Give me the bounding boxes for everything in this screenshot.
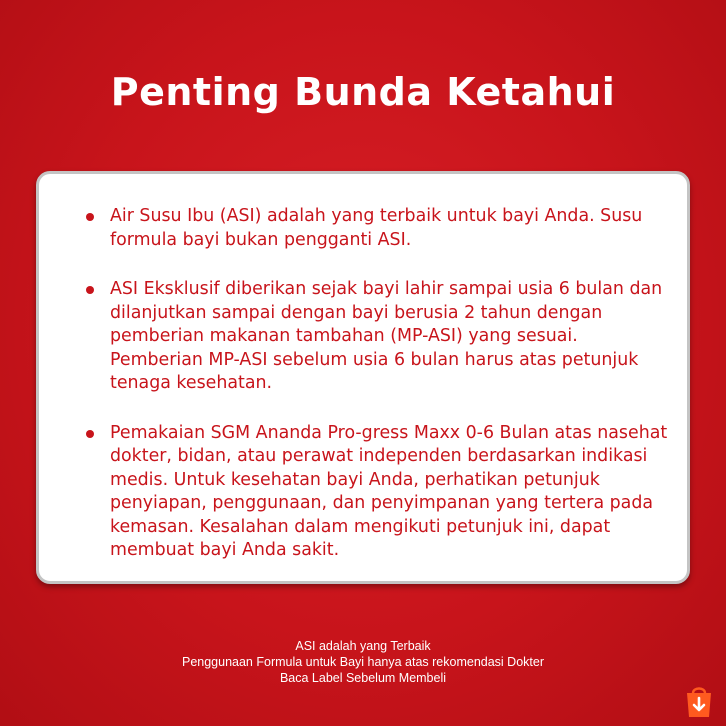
bullet-dot-icon bbox=[86, 213, 94, 221]
bullet-text: ASI Eksklusif diberikan sejak bayi lahir sampai usia 6 bulan dan dilanjutkan sampai dengan bayi berusia 2 tahun dengan pemberian makanan tambahan (MP-ASI) yang sesuai. Pemberian MP-ASI sebelum usia 6 bulan harus atas petunjuk tenaga kesehatan. bbox=[110, 279, 663, 393]
bullet-dot-icon bbox=[86, 430, 94, 438]
bullet-text: Air Susu Ibu (ASI) adalah yang terbaik untuk bayi Anda. Susu formula bayi bukan pengganti ASI. bbox=[110, 206, 643, 250]
bullet-item bbox=[110, 205, 670, 252]
page-title: Penting Bunda Ketahui bbox=[110, 70, 616, 114]
info-bullet-list bbox=[110, 205, 670, 589]
footer-line: Baca Label Sebelum Membeli bbox=[279, 671, 447, 685]
bullet-text: Pemakaian SGM Ananda Pro-gress Maxx 0-6 Bulan atas nasehat dokter, bidan, atau perawat independen berdasarkan indikasi medis. Untuk kesehatan bayi Anda, perhatikan petunjuk penyiapan, penggunaan, dan penyimpanan yang tertera pada kemasan. Kesalahan dalam mengikuti petunjuk ini, dapat membuat bayi Anda sakit. bbox=[110, 422, 668, 560]
footer-line: Penggunaan Formula untuk Bayi hanya atas rekomendasi Dokter bbox=[181, 655, 545, 669]
bullet-dot-icon bbox=[86, 286, 94, 294]
shopping-bag-download-icon[interactable] bbox=[684, 684, 714, 718]
footer-line: ASI adalah yang Terbaik bbox=[295, 639, 431, 653]
footer-disclaimer bbox=[0, 638, 726, 686]
bullet-item bbox=[110, 422, 670, 563]
bullet-item bbox=[110, 278, 670, 396]
